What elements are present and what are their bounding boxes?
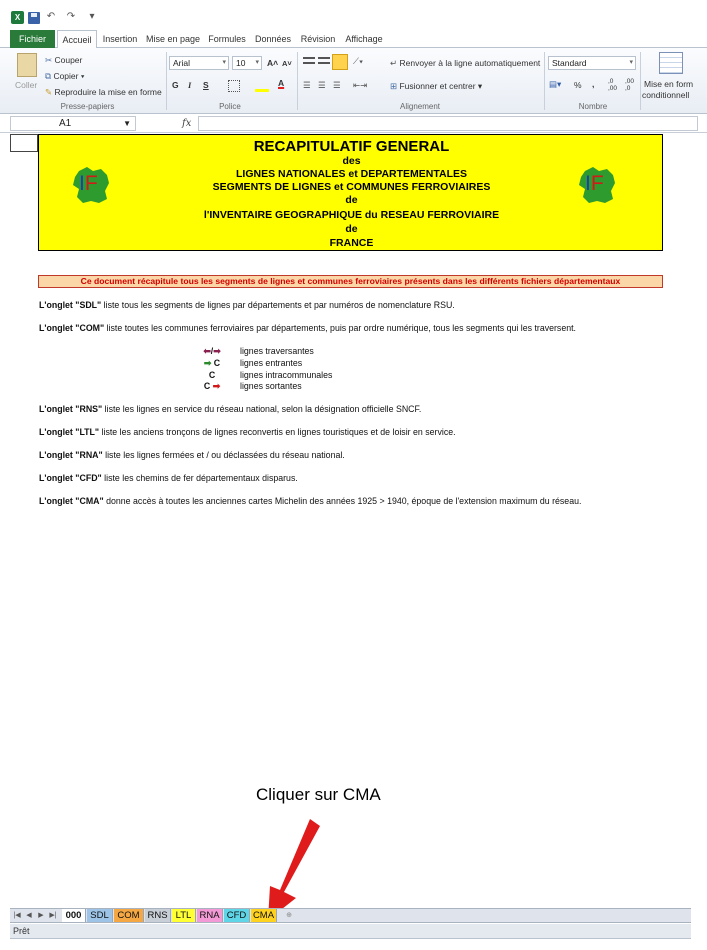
prev-sheet-icon[interactable]: ◀ <box>26 912 32 919</box>
indent-icon[interactable]: ⇤⇥ <box>353 80 368 90</box>
excel-logo-icon[interactable]: X <box>11 11 24 24</box>
conditional-format-label-2: conditionnell <box>642 90 690 100</box>
tab-fichier[interactable]: Fichier <box>10 30 55 48</box>
font-name-select[interactable] <box>169 56 229 70</box>
legend-symbol-entrantes <box>196 358 228 369</box>
clipboard-group-label: Presse-papiers <box>60 102 115 111</box>
bold-button[interactable]: G <box>172 80 179 90</box>
redo-icon[interactable]: ↷ <box>66 11 76 22</box>
percent-button[interactable]: % <box>574 80 582 90</box>
sheet-tab-com[interactable]: COM <box>114 909 144 922</box>
sdl-description <box>39 300 679 310</box>
number-group-label: Nombre <box>578 102 608 111</box>
com-description <box>39 323 679 333</box>
tab-formules[interactable]: Formules <box>208 34 246 44</box>
grow-font-button[interactable]: A˄ <box>267 58 279 68</box>
rna-description <box>39 450 679 460</box>
notice-box: Ce document récapitule tous les segments de lignes et communes ferroviaires présents dans les différents fichiers départementaux <box>38 275 663 288</box>
arrow-right-icon: ➡ <box>212 381 221 391</box>
group-separator <box>544 52 545 110</box>
para-label: L'onglet "RNS" <box>39 404 103 414</box>
logo-letter-f: F <box>590 172 604 195</box>
tab-accueil[interactable]: Accueil <box>57 30 97 49</box>
underline-button[interactable]: S <box>203 80 209 90</box>
banner-line: des <box>342 155 361 167</box>
merge-center-label: Fusionner et centrer <box>399 81 476 91</box>
legend-label: lignes entrantes <box>240 358 303 368</box>
accounting-format-icon[interactable]: ▤▾ <box>549 79 562 89</box>
legend-separator: / <box>210 346 214 356</box>
arrow-right-icon: ➡ <box>203 358 212 368</box>
para-label: L'onglet "CFD" <box>39 473 102 483</box>
logo-letter-i: I <box>79 172 85 195</box>
font-group-label: Police <box>219 102 241 111</box>
para-label: L'onglet "RNA" <box>39 450 103 460</box>
chevron-down-icon: ▾ <box>475 81 483 91</box>
legend-c: C <box>203 381 213 391</box>
merge-center-button[interactable] <box>390 81 482 92</box>
para-label: L'onglet "COM" <box>39 323 105 333</box>
brush-icon: ✎ <box>45 87 55 97</box>
decrease-decimal-button[interactable]: ,00 ,0 <box>625 78 635 92</box>
formula-bar <box>0 115 707 133</box>
format-painter-label: Reproduire la mise en forme <box>54 87 162 97</box>
copy-button[interactable] <box>45 71 84 82</box>
paste-icon[interactable] <box>17 53 37 77</box>
alignment-group-label: Alignement <box>399 102 441 111</box>
title-banner <box>38 134 663 251</box>
status-text: Prêt <box>13 926 30 936</box>
banner-line: FRANCE <box>329 237 374 249</box>
para-text: donne accès à toutes les anciennes cartes Michelin des années 1925 > 1940, époque de l'extension maximum du réseau. <box>103 496 582 506</box>
banner-line: de <box>345 223 358 235</box>
first-sheet-icon[interactable]: |◀ <box>13 912 21 919</box>
chevron-down-icon: ▾ <box>255 59 259 66</box>
number-format-select[interactable] <box>548 56 636 70</box>
para-text: liste toutes les communes ferroviaires par départements, puis par ordre numérique, tous les segments qui les traversent. <box>104 323 577 333</box>
wrap-text-button[interactable] <box>390 58 540 69</box>
align-right-icon[interactable]: ☰ <box>333 80 341 90</box>
arrow-left-icon: ⬅ <box>203 346 211 356</box>
logo-letter-f: F <box>84 172 98 195</box>
legend-symbol-sortantes <box>196 381 228 392</box>
wrap-text-label: Renvoyer à la ligne automatiquement <box>399 58 541 68</box>
sheet-tab-rna[interactable]: RNA <box>197 909 223 922</box>
align-middle-icon[interactable] <box>318 57 330 64</box>
save-icon[interactable] <box>28 12 40 24</box>
banner-line: SEGMENTS DE LIGNES et COMMUNES FERROVIAIRES <box>212 181 491 193</box>
align-left-icon[interactable]: ☰ <box>303 80 311 90</box>
merge-icon: ⊞ <box>390 81 400 91</box>
conditional-format-icon[interactable] <box>659 52 683 74</box>
quick-access-toolbar <box>0 0 707 28</box>
next-sheet-icon[interactable]: ▶ <box>38 912 44 919</box>
tab-revision[interactable]: Révision <box>300 34 336 44</box>
tab-donnees[interactable]: Données <box>254 34 292 44</box>
sheet-tab-rns[interactable]: RNS <box>145 909 171 922</box>
cma-description <box>39 496 679 506</box>
arrow-right-icon: ➡ <box>213 346 221 356</box>
format-painter-button[interactable] <box>45 87 162 98</box>
banner-line: l'INVENTAIRE GEOGRAPHIQUE du RESEAU FERROVIAIRE <box>203 209 500 221</box>
rns-description <box>39 404 679 414</box>
formula-input[interactable] <box>198 116 698 131</box>
banner-line: de <box>345 194 358 206</box>
legend-symbol-intracommunales <box>196 370 228 380</box>
last-sheet-icon[interactable]: ▶| <box>49 912 57 919</box>
chevron-down-icon: ▾ <box>629 59 633 66</box>
paste-button[interactable]: Coller <box>15 80 38 90</box>
italic-button[interactable]: I <box>188 80 192 90</box>
conditional-format-button[interactable]: Mise en form <box>644 79 694 89</box>
para-label: L'onglet "CMA" <box>39 496 104 506</box>
ltl-description <box>39 427 679 437</box>
copy-label: Copier <box>53 71 79 81</box>
ribbon-tab-bar <box>0 30 707 48</box>
para-text: liste les lignes en service du réseau national, selon la désignation officielle SNCF. <box>102 404 422 414</box>
chevron-down-icon: ▾ <box>78 71 85 81</box>
name-box[interactable] <box>10 116 136 131</box>
instruction-caption: Cliquer sur CMA <box>256 785 381 804</box>
sheet-tab-cma[interactable]: CMA <box>251 909 277 922</box>
para-text: liste tous les segments de lignes par départements et par numéros de nomenclature RSU. <box>101 300 455 310</box>
shrink-font-button[interactable]: A˅ <box>282 59 292 68</box>
banner-title: RECAPITULATIF GENERAL <box>253 138 450 155</box>
fill-color-icon[interactable] <box>255 80 269 92</box>
font-color-button[interactable]: A <box>278 78 285 88</box>
tab-mise-en-page[interactable]: Mise en page <box>145 34 201 44</box>
borders-icon[interactable] <box>228 80 240 92</box>
status-bar <box>10 924 691 939</box>
para-label: L'onglet "LTL" <box>39 427 100 437</box>
legend-c: C <box>208 370 216 380</box>
sheet-tab-ltl[interactable]: LTL <box>172 909 196 922</box>
align-top-icon[interactable] <box>303 57 315 64</box>
wrap-text-icon: ↵ <box>390 58 400 68</box>
ribbon <box>0 48 707 114</box>
number-format-value: Standard <box>552 58 587 68</box>
worksheet[interactable] <box>0 134 707 908</box>
tab-affichage[interactable]: Affichage <box>345 34 383 44</box>
font-size-select[interactable] <box>232 56 262 70</box>
legend-label: lignes traversantes <box>240 346 314 356</box>
sheet-tab-sdl[interactable]: SDL <box>87 909 113 922</box>
banner-line: LIGNES NATIONALES et DEPARTEMENTALES <box>235 168 467 180</box>
insert-sheet-icon[interactable]: ⊕ <box>286 912 292 919</box>
logo-letter-i: I <box>585 172 591 195</box>
selected-cell[interactable] <box>10 134 38 152</box>
tab-insertion[interactable]: Insertion <box>102 34 138 44</box>
increase-decimal-button[interactable]: ,0 ,00 <box>608 78 618 92</box>
align-center-icon[interactable]: ☰ <box>318 80 326 90</box>
cut-label: Couper <box>54 55 83 65</box>
sheet-tab-000[interactable]: 000 <box>62 909 86 922</box>
scissors-icon: ✂ <box>45 55 55 65</box>
font-size-value: 10 <box>236 58 246 68</box>
cut-button[interactable] <box>45 55 82 66</box>
font-name-value: Arial <box>173 58 191 68</box>
align-bottom-icon[interactable] <box>332 54 348 70</box>
para-text: liste les chemins de fer départementaux disparus. <box>101 473 298 483</box>
legend-symbol-traversantes <box>196 346 228 357</box>
para-label: L'onglet "SDL" <box>39 300 102 310</box>
chevron-down-icon: ▾ <box>222 59 226 66</box>
chevron-down-icon: ▼ <box>123 119 131 128</box>
thousands-button[interactable]: , <box>592 79 595 89</box>
legend-label: lignes sortantes <box>240 381 302 391</box>
para-text: liste les anciens tronçons de lignes reconvertis en lignes touristiques et de loisir en service. <box>99 427 456 437</box>
orientation-icon[interactable]: ⟋▾ <box>353 56 364 66</box>
sheet-tab-bar <box>10 908 691 923</box>
undo-icon[interactable]: ↶ <box>46 11 56 22</box>
copy-icon: ⧉ <box>45 71 54 81</box>
group-separator <box>640 52 641 110</box>
cell-reference: A1 <box>59 118 72 129</box>
sheet-tab-cfd[interactable]: CFD <box>224 909 250 922</box>
group-separator <box>297 52 298 110</box>
cfd-description <box>39 473 679 483</box>
legend-label: lignes intracommunales <box>240 370 333 380</box>
group-separator <box>166 52 167 110</box>
insert-function-icon[interactable]: fx <box>182 118 192 129</box>
customize-qat-icon[interactable]: ▾ <box>89 11 95 22</box>
legend-c: C <box>211 358 221 368</box>
para-text: liste les lignes fermées et / ou déclassées du réseau national. <box>102 450 345 460</box>
